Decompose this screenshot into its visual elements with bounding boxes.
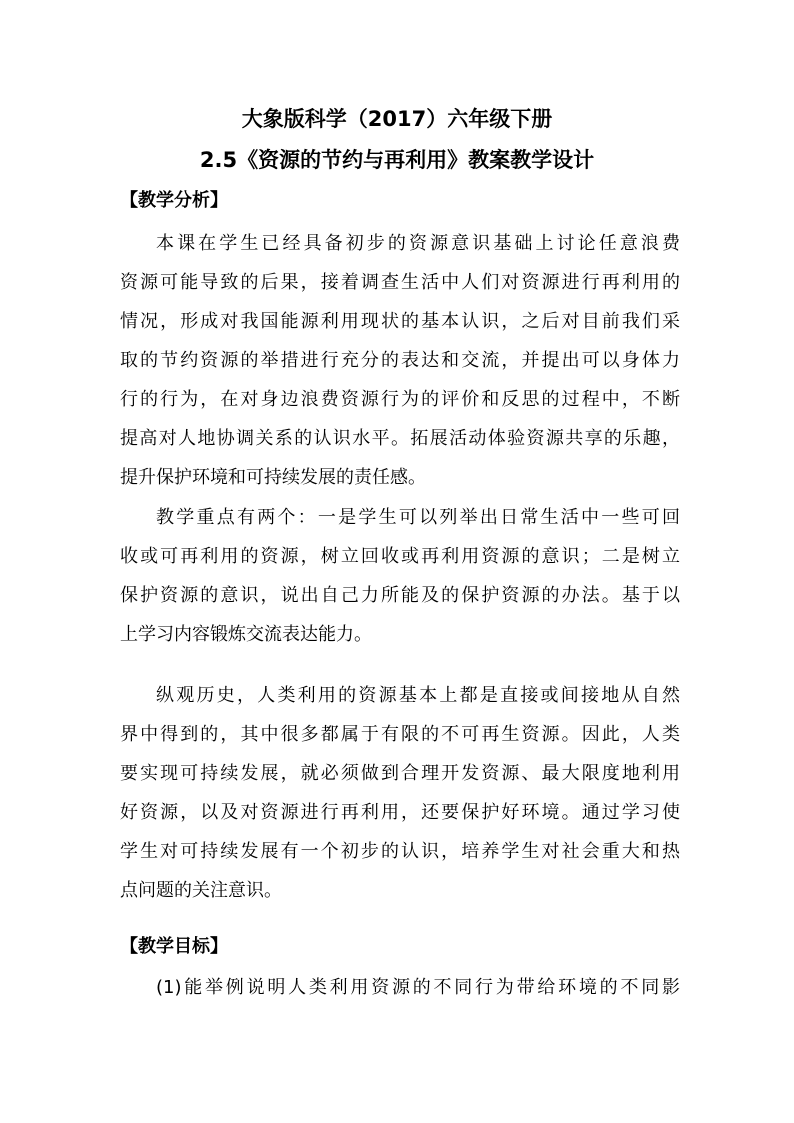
lesson-title: 2.5《资源的节约与再利用》教案教学设计 [199, 148, 595, 172]
paragraph-line: 资源可能导致的后果，接着调查生活中人们对资源进行再利用的 [120, 272, 680, 293]
paragraph-line: 提高对人地协调关系的认识水平。拓展活动体验资源共享的乐趣， [120, 428, 680, 449]
paragraph-line: 保护资源的意识，说出自己力所能及的保护资源的办法。基于以 [120, 585, 680, 606]
paragraph-line: 要实现可持续发展，就必须做到合理开发资源、最大限度地利用 [120, 763, 680, 784]
paragraph-line: 取的节约资源的举措进行充分的表达和交流，并提出可以身体力 [120, 350, 680, 371]
paragraph-line: 收或可再利用的资源，树立回收或再利用资源的意识；二是树立 [120, 546, 680, 567]
section-heading-objectives: 【教学目标】 [120, 936, 228, 957]
paragraph-line: 情况，形成对我国能源利用现状的基本认识，之后对目前我们采 [120, 311, 680, 332]
paragraph-line: 界中得到的，其中很多都属于有限的不可再生资源。因此，人类 [120, 724, 680, 745]
paragraph-line: 纵观历史，人类利用的资源基本上都是直接或间接地从自然 [156, 685, 680, 706]
paragraph-line: 提升保护环境和可持续发展的责任感。 [120, 467, 426, 488]
objective-item: (1)能举例说明人类利用资源的不同行为带给环境的不同影 [156, 977, 680, 998]
paragraph-line: 上学习内容锻炼交流表达能力。 [120, 624, 372, 645]
document-title: 大象版科学（2017）六年级下册 [241, 107, 553, 131]
paragraph-line: 行的行为，在对身边浪费资源行为的评价和反思的过程中，不断 [120, 389, 680, 410]
paragraph-line: 点问题的关注意识。 [120, 880, 282, 901]
paragraph-line: 学生对可持续发展有一个初步的认识，培养学生对社会重大和热 [120, 841, 680, 862]
paragraph-line: 教学重点有两个：一是学生可以列举出日常生活中一些可回 [156, 507, 680, 528]
paragraph-line: 好资源，以及对资源进行再利用，还要保护好环境。通过学习使 [120, 802, 680, 823]
section-heading-analysis: 【教学分析】 [120, 190, 228, 211]
paragraph-line: 本课在学生已经具备初步的资源意识基础上讨论任意浪费 [156, 233, 680, 254]
